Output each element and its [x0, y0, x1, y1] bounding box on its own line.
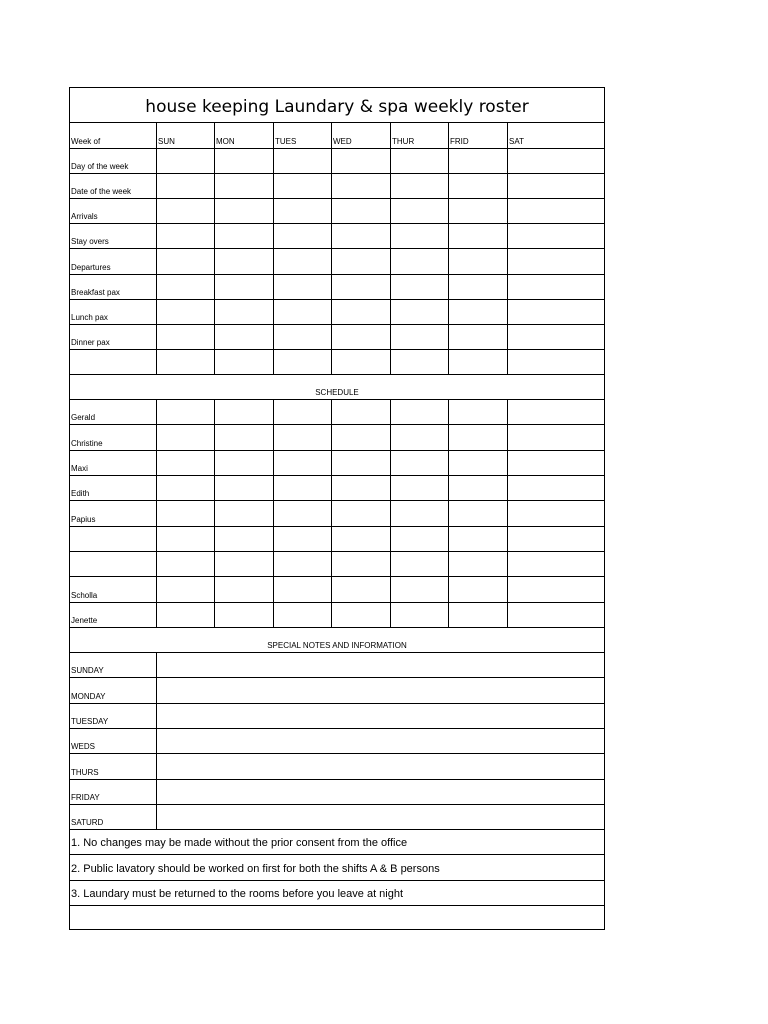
note-day-label: TUESDAY	[71, 717, 109, 726]
grid-cell[interactable]	[331, 451, 390, 475]
row-label-cell[interactable]	[70, 325, 156, 349]
note-day-label-cell	[70, 678, 156, 703]
day-header-sat[interactable]	[507, 123, 606, 148]
schedule-title: SCHEDULE	[315, 388, 359, 397]
grid-cell[interactable]	[507, 400, 606, 424]
rule-row	[70, 906, 604, 931]
info-row	[70, 174, 604, 199]
grid-cell[interactable]	[214, 275, 273, 299]
grid-cell[interactable]	[331, 249, 390, 274]
grid-cell[interactable]	[331, 425, 390, 450]
grid-cell[interactable]	[214, 476, 273, 500]
note-day-label-cell	[70, 704, 156, 728]
row-label: Arrivals	[71, 212, 98, 221]
row-label: Christine	[71, 439, 103, 448]
grid-cell[interactable]	[273, 325, 331, 349]
rule-row	[70, 830, 604, 855]
grid-cell[interactable]	[331, 325, 390, 349]
grid-cell[interactable]	[331, 224, 390, 248]
grid-cell[interactable]	[448, 527, 507, 551]
day-header-wed[interactable]	[331, 123, 390, 148]
grid-cell[interactable]	[214, 174, 273, 198]
staff-row	[70, 603, 604, 628]
note-entry-cell[interactable]	[156, 729, 606, 753]
row-label: Day of the week	[71, 162, 129, 171]
week-of-cell[interactable]	[70, 123, 156, 148]
rule-text: 1. No changes may be made without the prior consent from the office	[71, 837, 408, 849]
grid-cell[interactable]	[273, 476, 331, 500]
grid-cell[interactable]	[273, 249, 331, 274]
grid-cell[interactable]	[214, 199, 273, 223]
roster-sheet	[69, 87, 605, 930]
row-label-cell[interactable]	[70, 501, 156, 526]
grid-cell[interactable]	[390, 552, 448, 576]
grid-cell[interactable]	[390, 577, 448, 602]
grid-cell[interactable]	[273, 425, 331, 450]
grid-cell[interactable]	[390, 275, 448, 299]
day-header-label: WED	[333, 137, 352, 146]
day-header-thur[interactable]	[390, 123, 448, 148]
grid-cell[interactable]	[390, 501, 448, 526]
grid-cell[interactable]	[214, 425, 273, 450]
row-label: Stay overs	[71, 237, 109, 246]
note-day-label-cell	[70, 729, 156, 753]
info-row	[70, 275, 604, 300]
grid-cell[interactable]	[507, 476, 606, 500]
rule-row	[70, 855, 604, 881]
grid-cell[interactable]	[507, 552, 606, 576]
row-label-cell[interactable]	[70, 425, 156, 450]
grid-cell[interactable]	[390, 174, 448, 198]
grid-cell[interactable]	[448, 501, 507, 526]
grid-cell[interactable]	[390, 249, 448, 274]
grid-cell[interactable]	[273, 199, 331, 223]
row-label-cell[interactable]	[70, 249, 156, 274]
note-day-row	[70, 780, 604, 805]
day-header-label: MON	[216, 137, 235, 146]
grid-cell[interactable]	[156, 174, 214, 198]
staff-row	[70, 552, 604, 577]
note-day-row	[70, 653, 604, 678]
row-label: Dinner pax	[71, 338, 110, 347]
grid-cell[interactable]	[448, 400, 507, 424]
grid-cell[interactable]	[390, 149, 448, 173]
day-header-sun[interactable]	[156, 123, 214, 148]
note-day-row	[70, 805, 604, 830]
grid-cell[interactable]	[273, 527, 331, 551]
grid-cell[interactable]	[214, 224, 273, 248]
staff-row	[70, 451, 604, 476]
info-row	[70, 300, 604, 325]
row-label-cell[interactable]	[70, 300, 156, 324]
row-label: Scholla	[71, 591, 98, 600]
day-header-label: FRID	[450, 137, 469, 146]
rule-text: 2. Public lavatory should be worked on first for both the shifts A & B persons	[71, 863, 440, 875]
grid-cell[interactable]	[331, 527, 390, 551]
day-header-mon[interactable]	[214, 123, 273, 148]
header-row	[70, 123, 604, 149]
grid-cell[interactable]	[507, 300, 606, 324]
row-label-cell[interactable]	[70, 577, 156, 602]
schedule-title-row	[70, 375, 604, 400]
grid-cell[interactable]	[507, 577, 606, 602]
grid-cell[interactable]	[214, 527, 273, 551]
row-label: Breakfast pax	[71, 288, 120, 297]
info-row	[70, 224, 604, 249]
day-header-label: TUES	[275, 137, 297, 146]
row-label-cell[interactable]	[70, 400, 156, 424]
grid-cell[interactable]	[214, 552, 273, 576]
grid-cell[interactable]	[507, 174, 606, 198]
day-header-frid[interactable]	[448, 123, 507, 148]
grid-cell[interactable]	[156, 249, 214, 274]
grid-cell[interactable]	[507, 199, 606, 223]
note-day-label: SUNDAY	[71, 666, 104, 675]
note-day-label: FRIDAY	[71, 793, 100, 802]
rule-row	[70, 881, 604, 906]
grid-cell[interactable]	[390, 603, 448, 627]
grid-cell[interactable]	[273, 400, 331, 424]
grid-cell[interactable]	[390, 300, 448, 324]
grid-cell[interactable]	[507, 325, 606, 349]
row-label: Departures	[71, 263, 111, 272]
grid-cell[interactable]	[507, 501, 606, 526]
grid-cell[interactable]	[507, 149, 606, 173]
grid-cell[interactable]	[214, 149, 273, 173]
grid-cell[interactable]	[214, 603, 273, 627]
row-label-cell[interactable]	[70, 350, 156, 374]
grid-cell[interactable]	[273, 350, 331, 374]
grid-cell[interactable]	[331, 350, 390, 374]
note-day-label: THURS	[71, 768, 99, 777]
notes-title-row	[70, 628, 604, 653]
grid-cell[interactable]	[214, 300, 273, 324]
note-day-label: SATURD	[71, 818, 104, 827]
note-entry-cell[interactable]	[156, 754, 606, 779]
staff-row	[70, 577, 604, 603]
sheet-title: house keeping Laundary & spa weekly roster	[145, 97, 529, 117]
staff-row	[70, 501, 604, 527]
grid-cell[interactable]	[448, 577, 507, 602]
grid-cell[interactable]	[331, 476, 390, 500]
grid-cell[interactable]	[448, 199, 507, 223]
grid-cell[interactable]	[156, 527, 214, 551]
info-row	[70, 149, 604, 174]
row-label-cell[interactable]	[70, 199, 156, 223]
row-label-cell[interactable]	[70, 476, 156, 500]
grid-cell[interactable]	[156, 400, 214, 424]
info-row	[70, 249, 604, 275]
grid-cell[interactable]	[507, 275, 606, 299]
grid-cell[interactable]	[331, 552, 390, 576]
grid-cell[interactable]	[448, 350, 507, 374]
grid-cell[interactable]	[273, 174, 331, 198]
grid-cell[interactable]	[214, 577, 273, 602]
row-label-cell[interactable]	[70, 174, 156, 198]
grid-cell[interactable]	[214, 451, 273, 475]
staff-row	[70, 527, 604, 552]
grid-cell[interactable]	[156, 149, 214, 173]
grid-cell[interactable]	[156, 577, 214, 602]
grid-cell[interactable]	[507, 451, 606, 475]
info-row	[70, 350, 604, 375]
note-day-row	[70, 729, 604, 754]
grid-cell[interactable]	[331, 149, 390, 173]
row-label: Papius	[71, 515, 96, 524]
note-entry-cell[interactable]	[156, 704, 606, 728]
row-label: Lunch pax	[71, 313, 108, 322]
grid-cell[interactable]	[156, 300, 214, 324]
note-entry-cell[interactable]	[156, 805, 606, 829]
row-label-cell[interactable]	[70, 149, 156, 173]
grid-cell[interactable]	[273, 149, 331, 173]
grid-cell[interactable]	[331, 174, 390, 198]
note-day-label-cell	[70, 780, 156, 804]
week-of-label: Week of	[71, 137, 101, 146]
note-day-label-cell	[70, 754, 156, 779]
grid-cell[interactable]	[448, 149, 507, 173]
grid-cell[interactable]	[214, 350, 273, 374]
note-day-label-cell	[70, 805, 156, 829]
grid-cell[interactable]	[273, 275, 331, 299]
grid-cell[interactable]	[390, 224, 448, 248]
grid-cell[interactable]	[448, 603, 507, 627]
row-label: Jenette	[71, 616, 98, 625]
grid-cell[interactable]	[390, 425, 448, 450]
grid-cell[interactable]	[507, 224, 606, 248]
note-entry-cell[interactable]	[156, 780, 606, 804]
grid-cell[interactable]	[331, 400, 390, 424]
grid-cell[interactable]	[390, 325, 448, 349]
grid-cell[interactable]	[448, 425, 507, 450]
row-label-cell[interactable]	[70, 552, 156, 576]
grid-cell[interactable]	[331, 275, 390, 299]
grid-cell[interactable]	[390, 527, 448, 551]
grid-cell[interactable]	[507, 425, 606, 450]
grid-cell[interactable]	[156, 603, 214, 627]
grid-cell[interactable]	[156, 325, 214, 349]
grid-cell[interactable]	[448, 325, 507, 349]
grid-cell[interactable]	[331, 577, 390, 602]
grid-cell[interactable]	[156, 350, 214, 374]
grid-cell[interactable]	[448, 552, 507, 576]
grid-cell[interactable]	[507, 249, 606, 274]
grid-cell[interactable]	[390, 199, 448, 223]
grid-cell[interactable]	[273, 577, 331, 602]
grid-cell[interactable]	[448, 451, 507, 475]
note-entry-cell[interactable]	[156, 653, 606, 677]
grid-cell[interactable]	[156, 224, 214, 248]
row-label-cell[interactable]	[70, 603, 156, 627]
grid-cell[interactable]	[507, 603, 606, 627]
rule-text: 3. Laundary must be returned to the rooms before you leave at night	[71, 888, 404, 900]
grid-cell[interactable]	[331, 300, 390, 324]
grid-cell[interactable]	[273, 501, 331, 526]
info-row	[70, 199, 604, 224]
staff-row	[70, 400, 604, 425]
grid-cell[interactable]	[448, 224, 507, 248]
grid-cell[interactable]	[156, 476, 214, 500]
grid-cell[interactable]	[390, 451, 448, 475]
grid-cell[interactable]	[214, 501, 273, 526]
note-day-label: MONDAY	[71, 692, 106, 701]
grid-cell[interactable]	[390, 476, 448, 500]
staff-row	[70, 425, 604, 451]
note-day-row	[70, 754, 604, 780]
grid-cell[interactable]	[390, 400, 448, 424]
grid-cell[interactable]	[507, 350, 606, 374]
grid-cell[interactable]	[331, 501, 390, 526]
row-label-cell[interactable]	[70, 527, 156, 551]
day-header-tues[interactable]	[273, 123, 331, 148]
row-label: Edith	[71, 489, 90, 498]
grid-cell[interactable]	[448, 275, 507, 299]
staff-row	[70, 476, 604, 501]
grid-cell[interactable]	[214, 400, 273, 424]
grid-cell[interactable]	[273, 552, 331, 576]
grid-cell[interactable]	[273, 300, 331, 324]
day-header-label: SAT	[509, 137, 524, 146]
grid-cell[interactable]	[156, 425, 214, 450]
grid-cell[interactable]	[448, 249, 507, 274]
grid-cell[interactable]	[331, 603, 390, 627]
day-header-label: THUR	[392, 137, 415, 146]
grid-cell[interactable]	[214, 325, 273, 349]
grid-cell[interactable]	[390, 350, 448, 374]
grid-cell[interactable]	[156, 199, 214, 223]
grid-cell[interactable]	[331, 199, 390, 223]
row-label-cell[interactable]	[70, 451, 156, 475]
info-row	[70, 325, 604, 350]
note-entry-cell[interactable]	[156, 678, 606, 703]
grid-cell[interactable]	[448, 476, 507, 500]
row-label-cell[interactable]	[70, 224, 156, 248]
grid-cell[interactable]	[273, 224, 331, 248]
note-day-row	[70, 704, 604, 729]
grid-cell[interactable]	[273, 603, 331, 627]
notes-title: SPECIAL NOTES AND INFORMATION	[267, 641, 407, 650]
grid-cell[interactable]	[156, 501, 214, 526]
row-label-cell[interactable]	[70, 275, 156, 299]
note-day-label: WEDS	[71, 742, 95, 751]
grid-cell[interactable]	[448, 174, 507, 198]
grid-cell[interactable]	[156, 552, 214, 576]
note-day-label-cell	[70, 653, 156, 677]
grid-cell[interactable]	[156, 275, 214, 299]
grid-cell[interactable]	[448, 300, 507, 324]
title-row	[70, 88, 604, 123]
day-header-label: SUN	[158, 137, 175, 146]
grid-cell[interactable]	[214, 249, 273, 274]
row-label: Maxi	[71, 464, 88, 473]
grid-cell[interactable]	[273, 451, 331, 475]
row-label: Date of the week	[71, 187, 132, 196]
row-label: Gerald	[71, 413, 96, 422]
grid-cell[interactable]	[507, 527, 606, 551]
note-day-row	[70, 678, 604, 704]
grid-cell[interactable]	[156, 451, 214, 475]
